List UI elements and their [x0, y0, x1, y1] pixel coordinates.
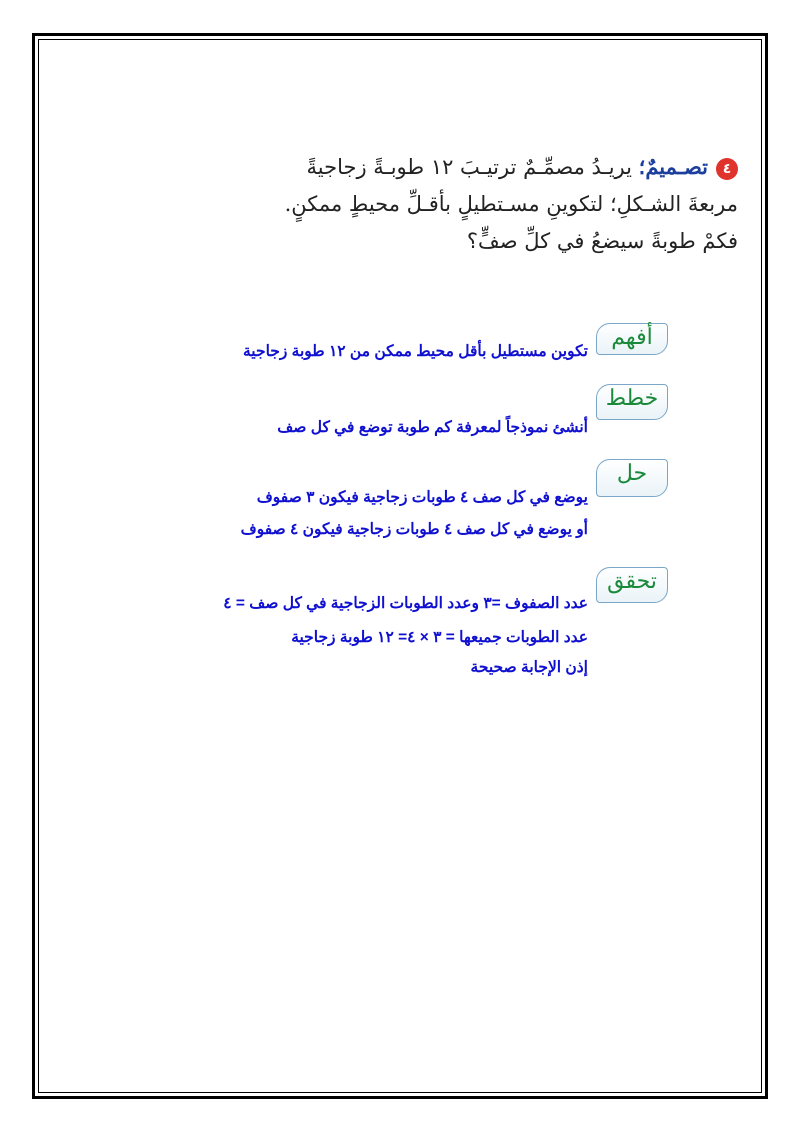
solve-step-label: حل: [616, 461, 648, 486]
problem-statement: [178, 148, 738, 260]
solve-step-box: [596, 459, 668, 497]
plan-step-label: خطط: [605, 386, 659, 411]
problem-number-badge: ٤: [716, 158, 738, 180]
plan-step-text: أنشئ نموذجاً لمعرفة كم طوبة توضع في كل صف: [277, 419, 588, 436]
check-step-line-2: عدد الطوبات جميعها = ٣ × ٤= ١٢ طوبة زجاجية: [291, 629, 588, 646]
check-step-line-1: عدد الصفوف =٣ وعدد الطوبات الزجاجية في كل صف = ٤: [223, 595, 588, 612]
problem-line-1: [178, 148, 738, 186]
check-step-box: [596, 567, 668, 603]
problem-keyword: تصـميمٌ؛: [638, 154, 708, 179]
problem-line-2: مربعةَ الشـكلِ؛ لتكوينِ مسـتطيلٍ بأقـلِّ محيطٍ ممكنٍ.: [284, 192, 738, 216]
solve-step-line-1: يوضع في كل صف ٤ طوبات زجاجية فيكون ٣ صفوف: [256, 489, 588, 506]
problem-line-3: فكمْ طوبةً سيضعُ في كلِّ صفٍّ؟: [466, 229, 738, 253]
solve-step-line-2: أو يوضع في كل صف ٤ طوبات زجاجية فيكون ٤ صفوف: [240, 521, 588, 538]
understand-step-box: [596, 323, 668, 355]
understand-step-text: تكوين مستطيل بأقل محيط ممكن من ١٢ طوبة زجاجية: [243, 343, 588, 360]
check-step-line-3: إذن الإجابة صحيحة: [470, 659, 588, 676]
plan-step-box: [596, 384, 668, 420]
understand-step-label: أفهم: [611, 325, 653, 350]
check-step-label: تحقق: [607, 569, 657, 594]
problem-line-1-text: يريـدُ مصمِّـمٌ ترتيـبَ ١٢ طوبـةً زجاجيةً: [306, 155, 639, 179]
